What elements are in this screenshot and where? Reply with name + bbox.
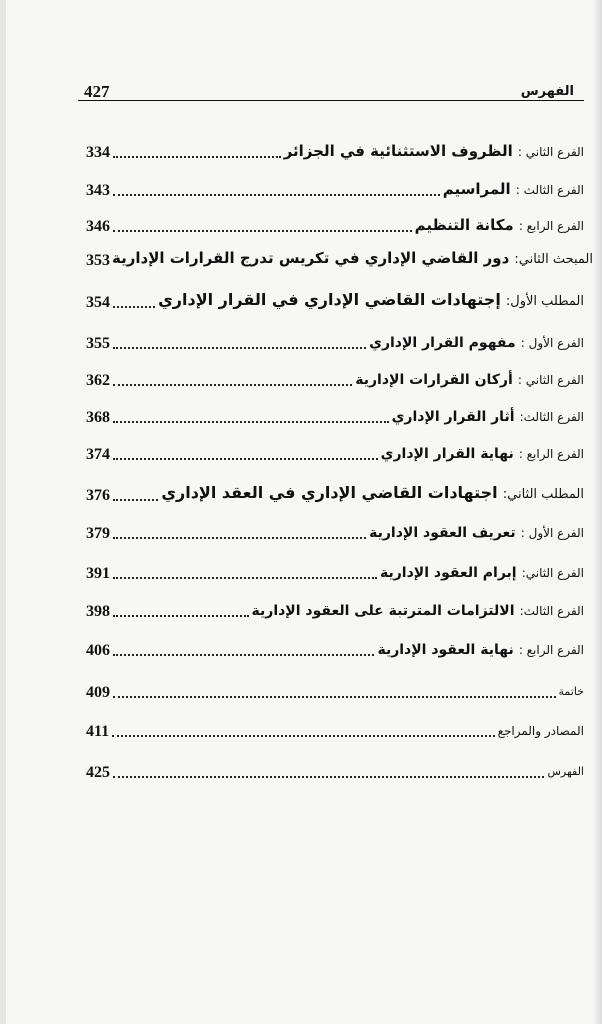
toc-page-number: 398	[86, 603, 110, 620]
toc-leader-dots	[113, 229, 412, 232]
toc-leader-dots	[113, 614, 249, 617]
toc-entry-title: الالتزامات المترتبة على العقود الإدارية	[251, 603, 515, 619]
toc-entry-title: أركان القرارات الإدارية	[355, 372, 513, 388]
toc-entry[interactable]	[86, 329, 584, 353]
toc-entry-title: مفهوم القرار الإداري	[369, 335, 516, 351]
toc-entry-text	[158, 290, 584, 312]
toc-leader-dots	[113, 193, 440, 196]
toc-leader-dots	[113, 576, 377, 579]
toc-entry-text	[284, 141, 584, 162]
toc-entry-title: تعريف العقود الإدارية	[369, 525, 516, 541]
toc-entry-title: المصادر والمراجع	[497, 724, 584, 738]
toc-page-number: 411	[86, 723, 110, 740]
toc-entry-label: المبحث الثاني:	[514, 252, 593, 267]
toc-entry-label: الفرع الثاني :	[517, 373, 584, 387]
toc-entry-title: دور القاضي الإداري في تكريس تدرج القرارات الإدارية	[112, 249, 510, 267]
toc-entry[interactable]	[86, 366, 584, 390]
toc-entry-text	[392, 406, 584, 427]
toc-entry-title: الظروف الاستثنائية في الجزائر	[283, 142, 513, 160]
toc-page-number: 391	[86, 565, 110, 582]
toc-leader-dots	[113, 653, 374, 656]
toc-entry-title: مكانة التنظيم	[414, 216, 514, 234]
toc-leader-dots	[113, 536, 366, 539]
toc-entry-title: نهاية القرار الإداري	[380, 446, 514, 462]
toc-entry-label: الفرع الرابع :	[518, 219, 584, 233]
toc-page-number: 362	[86, 372, 110, 389]
toc-leader-dots	[113, 155, 281, 158]
toc-leader-dots	[113, 383, 352, 386]
toc-page-number: 346	[86, 218, 110, 235]
toc-entry[interactable]	[86, 519, 584, 543]
toc-leader-dots	[113, 695, 556, 698]
toc-leader-dots	[113, 775, 544, 778]
toc-entry-text	[369, 522, 584, 543]
toc-entry[interactable]	[86, 440, 584, 464]
toc-leader-dots	[113, 346, 366, 349]
toc-entry-text	[547, 760, 584, 782]
toc-entry-label: الفرع الثالث:	[519, 604, 584, 618]
toc-entry-label: الفرع الأول :	[520, 526, 584, 540]
toc-entry-text	[355, 369, 584, 390]
toc-entry-title: المراسيم	[442, 180, 511, 198]
toc-entry[interactable]	[86, 758, 584, 782]
toc-entry-title: إبرام العقود الإدارية	[380, 565, 517, 581]
toc-entry[interactable]	[86, 717, 584, 741]
toc-page-number: 353	[86, 252, 110, 269]
toc-entry[interactable]	[86, 176, 584, 200]
toc-entry-title: اجتهادات القاضي الإداري في العقد الإداري	[161, 483, 498, 502]
toc-entry-title: أثار القرار الإداري	[391, 409, 515, 425]
page-number: 427	[84, 82, 110, 101]
toc-entry-label: الفرع الأول :	[520, 336, 584, 350]
toc-entry-text	[252, 600, 584, 621]
toc-entry-label: الفرع الثاني:	[521, 566, 584, 580]
toc-entry-text	[415, 215, 584, 236]
toc-entry-label: الفرع الرابع :	[518, 447, 584, 461]
toc-entry[interactable]	[86, 597, 584, 621]
toc-page-number: 376	[86, 487, 110, 504]
toc-page-number: 354	[86, 294, 110, 311]
running-title: الفهرس	[520, 84, 574, 99]
toc-page-number: 334	[86, 144, 110, 161]
toc-entry-text	[161, 483, 584, 505]
toc-entry-label: الفرع الثالث :	[515, 183, 584, 197]
toc-entry-text	[559, 680, 584, 702]
toc-entry[interactable]	[86, 403, 584, 427]
toc-entry-title: خاتمة	[558, 685, 584, 698]
toc-entry-text	[112, 248, 593, 270]
toc-entry-title: الفهرس	[547, 765, 584, 778]
toc-page-number: 425	[86, 764, 110, 781]
toc-leader-dots	[113, 420, 389, 423]
toc-entry-text	[377, 639, 584, 660]
toc-entry-title: نهاية العقود الإدارية	[377, 642, 514, 658]
toc-leader-dots	[113, 457, 378, 460]
toc-entry-text	[369, 332, 584, 353]
toc-entry[interactable]	[86, 636, 584, 660]
toc-entry-text	[443, 179, 584, 200]
toc-page-number: 355	[86, 335, 110, 352]
toc-entry[interactable]	[86, 138, 584, 162]
toc-page-number: 374	[86, 446, 110, 463]
toc-entry-label: الفرع الثاني :	[517, 145, 584, 159]
toc-entry-label: المطلب الثاني:	[502, 487, 584, 502]
toc-entry-label: الفرع الرابع :	[518, 643, 584, 657]
toc-entry[interactable]	[86, 678, 584, 702]
toc-entry-text	[498, 720, 584, 741]
toc-entry-title: إجتهادات القاضي الإداري في القرار الإداري	[158, 290, 501, 309]
toc-entry-label: الفرع الثالث:	[519, 410, 584, 424]
toc-page-number: 343	[86, 182, 110, 199]
toc-page-number: 379	[86, 525, 110, 542]
toc-leader-dots	[113, 305, 155, 308]
toc-leader-dots	[112, 734, 494, 737]
toc-entry[interactable]	[86, 481, 584, 505]
toc-entry[interactable]	[86, 559, 584, 583]
toc-entry-label: المطلب الأول:	[505, 294, 584, 309]
toc-leader-dots	[113, 498, 158, 501]
toc-entry-text	[380, 562, 584, 583]
toc-entry[interactable]	[86, 288, 584, 312]
toc-page-number: 409	[86, 684, 110, 701]
toc-page-number: 406	[86, 642, 110, 659]
toc-entry[interactable]	[86, 212, 584, 236]
toc-entry-text	[381, 443, 584, 464]
toc-page-number: 368	[86, 409, 110, 426]
toc-entry[interactable]	[86, 246, 593, 270]
